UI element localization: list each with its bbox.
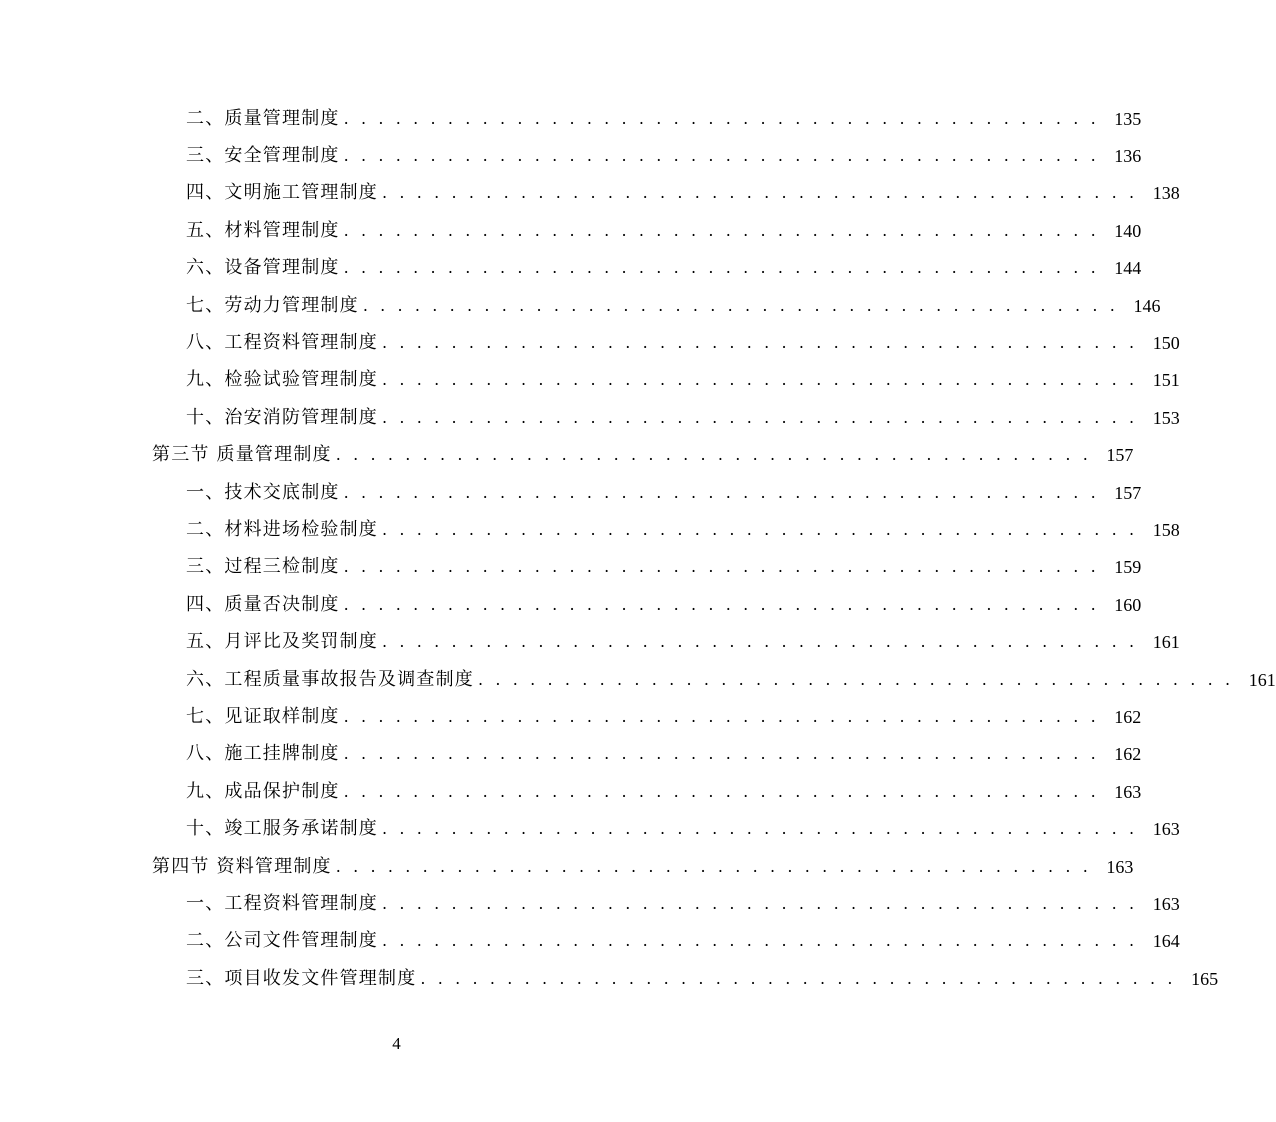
toc-entry[interactable]	[0, 212, 1142, 249]
toc-entry[interactable]	[0, 736, 1142, 773]
toc-entry-page-number: 161	[1152, 632, 1180, 653]
toc-dot-leader: . . . . . . . . . . . . . . . . . . . . . . . . . . . . . . . . . . . . . . . . . . . .	[343, 108, 1100, 128]
toc-entry[interactable]	[0, 923, 1180, 960]
toc-dot-leader: . . . . . . . . . . . . . . . . . . . . . . . . . . . . . . . . . . . . . . . . . . . .	[343, 220, 1100, 240]
toc-entry-title: 一、工程资料管理制度	[186, 892, 378, 914]
toc-entry-title: 四、文明施工管理制度	[186, 182, 378, 204]
toc-entry[interactable]	[0, 773, 1142, 810]
toc-entry[interactable]	[0, 137, 1142, 174]
toc-entry-page-number: 153	[1152, 407, 1180, 428]
toc-dot-leader: . . . . . . . . . . . . . . . . . . . . . . . . . . . . . . . . . . . . . . . . . . . .	[382, 819, 1138, 839]
toc-entry[interactable]	[0, 661, 1276, 698]
toc-entry-page-number: 163	[1152, 819, 1180, 840]
toc-entry-title: 三、过程三检制度	[186, 556, 340, 578]
toc-dot-leader: . . . . . . . . . . . . . . . . . . . . . . . . . . . . . . . . . . . . . . . . . . . .	[382, 183, 1138, 203]
page-number: 4	[392, 1034, 401, 1053]
toc-dot-leader: . . . . . . . . . . . . . . . . . . . . . . . . . . . . . . . . . . . . . . . . . . . .	[343, 482, 1100, 502]
toc-entry[interactable]	[0, 549, 1142, 586]
toc-dot-leader: . . . . . . . . . . . . . . . . . . . . . . . . . . . . . . . . . . . . . . . . . . . .	[343, 706, 1100, 726]
toc-entry-title: 第三节 质量管理制度	[152, 444, 332, 466]
toc-dot-leader: . . . . . . . . . . . . . . . . . . . . . . . . . . . . . . . . . . . . . . . . . . . .	[343, 146, 1100, 166]
toc-dot-leader: . . . . . . . . . . . . . . . . . . . . . . . . . . . . . . . . . . . . . . . . . . . .	[362, 295, 1119, 315]
toc-dot-leader: . . . . . . . . . . . . . . . . . . . . . . . . . . . . . . . . . . . . . . . . . . . .	[343, 594, 1100, 614]
toc-dot-leader: . . . . . . . . . . . . . . . . . . . . . . . . . . . . . . . . . . . . . . . . . . . .	[382, 632, 1138, 652]
toc-entry-title: 八、工程资料管理制度	[186, 332, 378, 354]
toc-entry[interactable]	[0, 623, 1180, 660]
table-of-contents	[0, 100, 1276, 997]
toc-dot-leader: . . . . . . . . . . . . . . . . . . . . . . . . . . . . . . . . . . . . . . . . . . . .	[420, 968, 1177, 988]
toc-entry-page-number: 157	[1114, 482, 1142, 503]
toc-entry[interactable]	[0, 324, 1180, 361]
toc-dot-leader: . . . . . . . . . . . . . . . . . . . . . . . . . . . . . . . . . . . . . . . . . . . .	[382, 333, 1138, 353]
toc-entry[interactable]	[0, 698, 1142, 735]
toc-entry[interactable]	[0, 287, 1161, 324]
toc-dot-leader: . . . . . . . . . . . . . . . . . . . . . . . . . . . . . . . . . . . . . . . . . . . .	[382, 370, 1138, 390]
toc-entry[interactable]	[0, 810, 1180, 847]
toc-entry[interactable]	[0, 885, 1180, 922]
toc-entry-page-number: 161	[1248, 669, 1276, 690]
toc-entry[interactable]	[0, 250, 1142, 287]
toc-entry[interactable]	[0, 175, 1180, 212]
toc-entry-page-number: 151	[1152, 370, 1180, 391]
toc-entry-page-number: 165	[1191, 968, 1219, 989]
toc-entry-page-number: 140	[1114, 220, 1142, 241]
toc-dot-leader: . . . . . . . . . . . . . . . . . . . . . . . . . . . . . . . . . . . . . . . . . . . .	[343, 781, 1100, 801]
toc-dot-leader: . . . . . . . . . . . . . . . . . . . . . . . . . . . . . . . . . . . . . . . . . . . .	[478, 669, 1234, 689]
toc-entry[interactable]	[0, 362, 1180, 399]
toc-dot-leader: . . . . . . . . . . . . . . . . . . . . . . . . . . . . . . . . . . . . . . . . . . . .	[382, 407, 1138, 427]
toc-dot-leader: . . . . . . . . . . . . . . . . . . . . . . . . . . . . . . . . . . . . . . . . . . . .	[382, 931, 1138, 951]
toc-dot-leader: . . . . . . . . . . . . . . . . . . . . . . . . . . . . . . . . . . . . . . . . . . . .	[343, 557, 1100, 577]
toc-entry-title: 二、公司文件管理制度	[186, 930, 378, 952]
toc-dot-leader: . . . . . . . . . . . . . . . . . . . . . . . . . . . . . . . . . . . . . . . . . . . .	[343, 258, 1100, 278]
toc-entry-page-number: 163	[1114, 781, 1142, 802]
toc-dot-leader: . . . . . . . . . . . . . . . . . . . . . . . . . . . . . . . . . . . . . . . . . . . .	[335, 445, 1092, 465]
toc-entry-page-number: 158	[1152, 519, 1180, 540]
toc-section-entry[interactable]	[0, 437, 1134, 474]
toc-dot-leader: . . . . . . . . . . . . . . . . . . . . . . . . . . . . . . . . . . . . . . . . . . . .	[335, 856, 1092, 876]
toc-entry-page-number: 159	[1114, 557, 1142, 578]
toc-entry-title: 三、安全管理制度	[186, 145, 340, 167]
toc-entry[interactable]	[0, 100, 1142, 137]
toc-entry-title: 十、治安消防管理制度	[186, 406, 378, 428]
toc-entry-page-number: 135	[1114, 108, 1142, 129]
toc-entry-title: 九、成品保护制度	[186, 780, 340, 802]
toc-entry-title: 五、材料管理制度	[186, 219, 340, 241]
toc-entry[interactable]	[0, 960, 1219, 997]
toc-entry-page-number: 146	[1133, 295, 1161, 316]
toc-entry-page-number: 136	[1114, 146, 1142, 167]
toc-entry-title: 五、月评比及奖罚制度	[186, 631, 378, 653]
toc-entry-title: 一、技术交底制度	[186, 481, 340, 503]
toc-entry-title: 二、质量管理制度	[186, 107, 340, 129]
toc-dot-leader: . . . . . . . . . . . . . . . . . . . . . . . . . . . . . . . . . . . . . . . . . . . .	[382, 519, 1138, 539]
toc-entry[interactable]	[0, 586, 1142, 623]
toc-entry-title: 九、检验试验管理制度	[186, 369, 378, 391]
toc-entry-title: 七、劳动力管理制度	[186, 294, 359, 316]
toc-entry-title: 六、设备管理制度	[186, 257, 340, 279]
toc-entry-title: 七、见证取样制度	[186, 705, 340, 727]
toc-entry-page-number: 160	[1114, 594, 1142, 615]
toc-entry-title: 四、质量否决制度	[186, 593, 340, 615]
toc-dot-leader: . . . . . . . . . . . . . . . . . . . . . . . . . . . . . . . . . . . . . . . . . . . .	[382, 893, 1138, 913]
toc-entry-title: 第四节 资料管理制度	[152, 855, 332, 877]
toc-entry-page-number: 163	[1152, 893, 1180, 914]
toc-section-entry[interactable]	[0, 848, 1134, 885]
toc-entry-page-number: 150	[1152, 333, 1180, 354]
toc-entry-title: 十、竣工服务承诺制度	[186, 818, 378, 840]
toc-entry-title: 八、施工挂牌制度	[186, 743, 340, 765]
toc-entry-title: 三、项目收发文件管理制度	[186, 967, 417, 989]
toc-entry[interactable]	[0, 399, 1180, 436]
toc-entry-page-number: 163	[1106, 856, 1134, 877]
toc-entry-page-number: 157	[1106, 445, 1134, 466]
toc-entry-title: 二、材料进场检验制度	[186, 518, 378, 540]
toc-entry-page-number: 164	[1152, 931, 1180, 952]
toc-entry[interactable]	[0, 474, 1142, 511]
toc-entry-page-number: 138	[1152, 183, 1180, 204]
toc-entry-page-number: 144	[1114, 258, 1142, 279]
toc-entry-page-number: 162	[1114, 706, 1142, 727]
toc-entry-title: 六、工程质量事故报告及调查制度	[186, 668, 474, 690]
toc-dot-leader: . . . . . . . . . . . . . . . . . . . . . . . . . . . . . . . . . . . . . . . . . . . .	[343, 744, 1100, 764]
toc-entry-page-number: 162	[1114, 744, 1142, 765]
toc-entry[interactable]	[0, 511, 1180, 548]
